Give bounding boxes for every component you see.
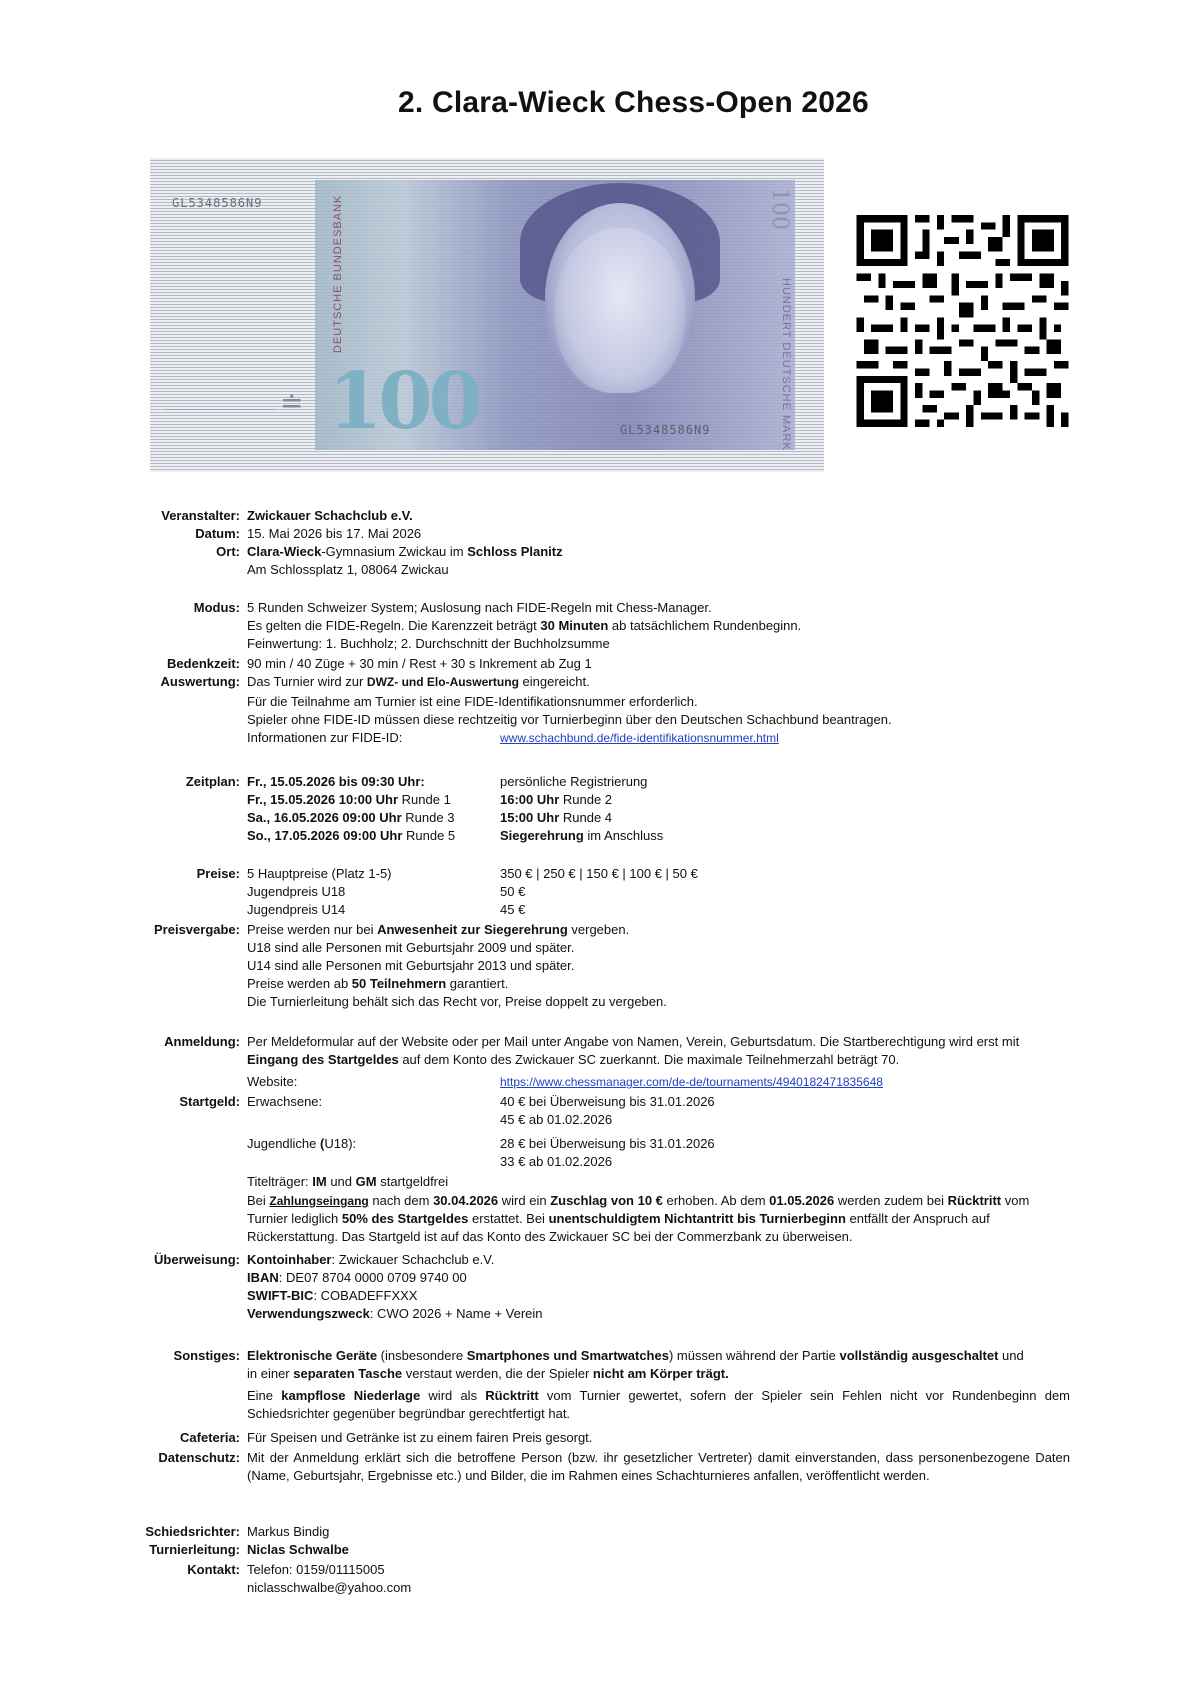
bic-value: : COBADEFFXXX bbox=[313, 1288, 418, 1303]
zeitplan-row-2-a-bold: Sa., 16.05.2026 09:00 Uhr bbox=[247, 810, 402, 825]
sonstiges-p2 bbox=[247, 1387, 1070, 1423]
zeitplan-row-3-b-bold: Siegerehrung bbox=[500, 828, 584, 843]
modus-line2-c: ab tatsächlichem Rundenbeginn. bbox=[608, 618, 802, 633]
zeitplan-row-1-a-bold: Fr., 15.05.2026 10:00 Uhr bbox=[247, 792, 399, 807]
portrait-face-highlight bbox=[555, 228, 685, 393]
s1-i: nicht am Körper trägt. bbox=[592, 1366, 729, 1381]
kontakt-phone: Telefon: 0159/01115005 bbox=[247, 1562, 385, 1577]
zeitplan-row-2-b-bold: 15:00 Uhr bbox=[500, 810, 560, 825]
preisvergabe-line1 bbox=[247, 922, 629, 937]
iban-value: : DE07 8704 0000 0709 9740 00 bbox=[278, 1270, 467, 1285]
banknote-value-small: 100 bbox=[767, 188, 792, 230]
s2-c: wird als bbox=[420, 1388, 486, 1403]
sg-date-1: 30.04.2026 bbox=[433, 1193, 499, 1208]
anmeldung-eingang: Eingang des Startgeldes bbox=[247, 1052, 399, 1067]
auswertung-line1-a: Das Turnier wird zur bbox=[247, 674, 367, 689]
preis-row-1-value: 50 € bbox=[500, 884, 526, 899]
label-schiedsrichter: Schiedsrichter: bbox=[145, 1524, 240, 1539]
label-bedenkzeit: Bedenkzeit: bbox=[167, 656, 240, 671]
label-cafeteria: Cafeteria: bbox=[180, 1430, 240, 1445]
titel-a: Titelträger: bbox=[247, 1174, 313, 1189]
modus-line2-a: Es gelten die FIDE-Regeln. Die Karenzzeit beträgt bbox=[247, 618, 541, 633]
startgeld-jugend-1: 28 € bei Überweisung bis 31.01.2026 bbox=[500, 1136, 715, 1151]
bic-label: SWIFT-BIC bbox=[247, 1288, 314, 1303]
s2-b: kampflose Niederlage bbox=[281, 1388, 421, 1403]
sg-m: erstattet. Bei bbox=[468, 1211, 549, 1226]
zeitplan-row-3-b-rest: im Anschluss bbox=[583, 828, 664, 843]
ort-castle: Schloss Planitz bbox=[467, 544, 563, 559]
modus-line3: Feinwertung: 1. Buchholz; 2. Durchschnitt der Buchholzsumme bbox=[247, 636, 610, 651]
s1-f: und in einer bbox=[247, 1348, 1024, 1381]
kontoinhaber-label: Kontoinhaber bbox=[247, 1252, 332, 1267]
zeitplan-row-3-a-bold: So., 17.05.2026 09:00 Uhr bbox=[247, 828, 403, 843]
preisvergabe-line1-c: vergeben. bbox=[567, 922, 630, 937]
preisvergabe-line1-a: Preise werden nur bei bbox=[247, 922, 378, 937]
kontakt-email[interactable]: niclasschwalbe@yahoo.com bbox=[247, 1580, 412, 1595]
sg-a: Bei bbox=[247, 1193, 270, 1208]
startgeld-titeltraeger bbox=[247, 1174, 448, 1189]
website-link[interactable]: https://www.chessmanager.com/de-de/tournaments/4940182471835648 bbox=[500, 1075, 883, 1089]
s1-a: Elektronische Geräte bbox=[247, 1348, 378, 1363]
website-label: Website: bbox=[247, 1074, 298, 1089]
zeitplan-row-1-b-bold: 16:00 Uhr bbox=[500, 792, 560, 807]
label-preisvergabe: Preisvergabe: bbox=[154, 922, 240, 937]
label-startgeld: Startgeld: bbox=[179, 1094, 240, 1109]
startgeld-erwachsene-label: Erwachsene: bbox=[247, 1094, 323, 1109]
modus-line1: 5 Runden Schweizer System; Auslosung nach FIDE-Regeln mit Chess-Manager. bbox=[247, 600, 712, 615]
zeitplan-row-0-a bbox=[247, 774, 425, 789]
preisvergabe-line3: U14 sind alle Personen mit Geburtsjahr 2013 und später. bbox=[247, 958, 575, 973]
sg-k: vom Turnier lediglich bbox=[247, 1193, 1030, 1226]
s2-a: Eine bbox=[247, 1388, 282, 1403]
banknote-equals-mark: ≐ bbox=[280, 387, 304, 418]
label-zeitplan: Zeitplan: bbox=[185, 774, 240, 789]
startgeld-bedingungen bbox=[247, 1192, 1070, 1246]
vz-value: : CWO 2026 + Name + Verein bbox=[369, 1306, 543, 1321]
cafeteria-value: Für Speisen und Getränke ist zu einem fairen Preis gesorgt. bbox=[247, 1430, 593, 1445]
titel-e: startgeldfrei bbox=[376, 1174, 449, 1189]
sg-o: entfällt der Anspruch auf Rückerstattung. Das Startgeld ist auf das Konto des Zwickauer SC bei der Commerzbank zu überweisen. bbox=[247, 1211, 990, 1244]
zeitplan-row-2-b bbox=[500, 810, 612, 825]
datum-value: 15. Mai 2026 bis 17. Mai 2026 bbox=[247, 526, 422, 541]
anmeldung-text-c: auf dem Konto des Zwickauer SC zuerkannt. Die maximale Teilnehmerzahl beträgt 70. bbox=[398, 1052, 900, 1067]
s1-e: vollständig ausgeschaltet bbox=[839, 1348, 999, 1363]
turnierleitung-value: Niclas Schwalbe bbox=[247, 1542, 349, 1557]
label-veranstalter: Veranstalter: bbox=[161, 508, 240, 523]
preisvergabe-line5: Die Turnierleitung behält sich das Recht vor, Preise doppelt zu vergeben. bbox=[247, 994, 667, 1009]
zeitplan-row-1-b bbox=[500, 792, 612, 807]
zeitplan-row-2-a bbox=[247, 810, 454, 825]
auswertung-line3: Spieler ohne FIDE-ID müssen diese rechtzeitig vor Turnierbeginn über den Deutschen Schachbund beantragen. bbox=[247, 712, 892, 727]
zeitplan-row-0-a-bold: Fr., 15.05.2026 bis 09:30 Uhr: bbox=[247, 774, 425, 789]
startgeld-erwachsene-2: 45 € ab 01.02.2026 bbox=[500, 1112, 613, 1127]
preisvergabe-anwesenheit: Anwesenheit zur Siegerehrung bbox=[377, 922, 568, 937]
kontoinhaber-value: : Zwickauer Schachclub e.V. bbox=[331, 1252, 495, 1267]
ort-line1 bbox=[247, 544, 563, 559]
banknote-image bbox=[150, 158, 824, 472]
startgeld-erwachsene-1: 40 € bei Überweisung bis 31.01.2026 bbox=[500, 1094, 715, 1109]
s1-g: separaten Tasche bbox=[293, 1366, 403, 1381]
label-turnierleitung: Turnierleitung: bbox=[149, 1542, 240, 1557]
zeitplan-row-2-b-rest: Runde 4 bbox=[559, 810, 613, 825]
modus-karenz: 30 Minuten bbox=[540, 618, 609, 633]
s2-e: vom Turnier gewertet, sofern der Spieler sein Fehlen nicht vor Rundenbeginn dem Schiedsrichter gegenüber begründbar gerechtfertigt hat. bbox=[247, 1388, 1071, 1421]
label-ueberweisung: Überweisung: bbox=[154, 1252, 240, 1267]
startgeld-jugend-label-c: U18): bbox=[324, 1136, 357, 1151]
zeitplan-row-0-b-rest: persönliche Registrierung bbox=[500, 774, 648, 789]
modus-line2 bbox=[247, 618, 801, 633]
fide-info-link[interactable]: www.schachbund.de/fide-identifikationsnummer.html bbox=[500, 731, 779, 745]
s1-b: (insbesondere bbox=[377, 1348, 467, 1363]
preisvergabe-line2: U18 sind alle Personen mit Geburtsjahr 2009 und später. bbox=[247, 940, 575, 955]
auswertung-line1 bbox=[247, 674, 590, 689]
sg-g: erhoben. Ab dem bbox=[662, 1193, 770, 1208]
sg-zuschlag: Zuschlag von 10 € bbox=[550, 1193, 663, 1208]
preis-row-2-value: 45 € bbox=[500, 902, 526, 917]
vz-label: Verwendungszweck bbox=[247, 1306, 370, 1321]
sonstiges-p1 bbox=[247, 1347, 1037, 1383]
sg-e: wird ein bbox=[498, 1193, 551, 1208]
startgeld-jugend-label-a: Jugendliche bbox=[247, 1136, 320, 1151]
fide-info-label: Informationen zur FIDE-ID: bbox=[247, 730, 403, 745]
sg-prozent: 50% des Startgeldes bbox=[341, 1211, 469, 1226]
datenschutz-value: Mit der Anmeldung erklärt sich die betroffene Person (bzw. ihr gesetzlicher Vertreter) damit einverstanden, dass personenbezogene Daten (Name, Geburtsjahr, Ergebnisse etc.) und Bilder, die im Rahmen eines Schachturnieres anfallen, veröffentlicht werden. bbox=[247, 1450, 1070, 1483]
label-ort: Ort: bbox=[216, 544, 240, 559]
iban-label: IBAN bbox=[247, 1270, 279, 1285]
zeitplan-row-3-b bbox=[500, 828, 663, 843]
label-datum: Datum: bbox=[195, 526, 240, 541]
s1-h: verstaut werden, die der Spieler bbox=[402, 1366, 593, 1381]
preis-row-0-value: 350 € | 250 € | 150 € | 100 € | 50 € bbox=[500, 866, 698, 881]
label-sonstiges: Sonstiges: bbox=[173, 1348, 240, 1363]
preisvergabe-line4-c: garantiert. bbox=[446, 976, 509, 991]
s1-c: Smartphones und Smartwatches bbox=[466, 1348, 669, 1363]
auswertung-dwz-elo: DWZ- und Elo-Auswertung bbox=[366, 675, 519, 689]
preisvergabe-line4 bbox=[247, 976, 508, 991]
auswertung-line1-c: eingereicht. bbox=[518, 674, 590, 689]
banknote-text-right: HUNDERT DEUTSCHE MARK bbox=[780, 278, 792, 451]
zeitplan-row-1-a bbox=[247, 792, 451, 807]
banknote-serial-bottom: GL5348586N9 bbox=[620, 423, 711, 437]
banknote-serial-top: GL5348586N9 bbox=[172, 196, 263, 210]
verwendungszweck bbox=[247, 1306, 543, 1321]
ort-school-rest: -Gymnasium Zwickau im bbox=[321, 544, 468, 559]
banknote-value: 100 bbox=[328, 356, 479, 447]
s1-d: ) müssen während der Partie bbox=[668, 1348, 840, 1363]
zeitplan-row-3-a-rest: Runde 5 bbox=[402, 828, 456, 843]
anmeldung-text-a: Per Meldeformular auf der Website oder per Mail unter Angabe von Namen, Verein, Geburtsdatum. Die Startberechtigung wird erst mit bbox=[247, 1034, 1020, 1049]
startgeld-jugend-2: 33 € ab 01.02.2026 bbox=[500, 1154, 613, 1169]
titel-gm: GM bbox=[355, 1174, 377, 1189]
sg-c: nach dem bbox=[368, 1193, 434, 1208]
page-title: 2. Clara-Wieck Chess-Open 2026 bbox=[398, 86, 869, 119]
label-kontakt: Kontakt: bbox=[187, 1562, 240, 1577]
titel-c: und bbox=[326, 1174, 356, 1189]
label-preise: Preise: bbox=[196, 866, 240, 881]
label-modus: Modus: bbox=[193, 600, 240, 615]
bedenkzeit-value: 90 min / 40 Züge + 30 min / Rest + 30 s Inkrement ab Zug 1 bbox=[247, 656, 592, 671]
iban bbox=[247, 1270, 467, 1285]
titel-im: IM bbox=[312, 1174, 327, 1189]
zeitplan-row-2-a-rest: Runde 3 bbox=[401, 810, 455, 825]
sg-date-2: 01.05.2026 bbox=[769, 1193, 835, 1208]
startgeld-jugend-label bbox=[247, 1136, 356, 1151]
sg-zahlungseingang: Zahlungseingang bbox=[269, 1194, 369, 1208]
preis-row-1-name: Jugendpreis U18 bbox=[247, 884, 346, 899]
ort-school-name: Clara-Wieck bbox=[247, 544, 322, 559]
veranstalter-value: Zwickauer Schachclub e.V. bbox=[247, 508, 413, 523]
ort-address: Am Schlossplatz 1, 08064 Zwickau bbox=[247, 562, 449, 577]
startgeld-jugend-label-b: ( bbox=[320, 1136, 325, 1151]
sg-nichtantritt: unentschuldigtem Nichtantritt bis Turnierbeginn bbox=[548, 1211, 846, 1226]
preis-row-0-name: 5 Hauptpreise (Platz 1-5) bbox=[247, 866, 392, 881]
kontoinhaber bbox=[247, 1252, 494, 1267]
auswertung-line2: Für die Teilnahme am Turnier ist eine FIDE-Identifikationsnummer erforderlich. bbox=[247, 694, 698, 709]
sg-i: werden zudem bei bbox=[834, 1193, 948, 1208]
preisvergabe-line4-a: Preise werden ab bbox=[247, 976, 352, 991]
swift-bic bbox=[247, 1288, 417, 1303]
banknote-text-left: DEUTSCHE BUNDESBANK bbox=[332, 194, 344, 353]
zeitplan-row-1-a-rest: Runde 1 bbox=[398, 792, 451, 807]
zeitplan-row-0-b bbox=[500, 774, 647, 789]
zeitplan-row-3-a bbox=[247, 828, 455, 843]
banknote-signature bbox=[165, 390, 275, 410]
label-datenschutz: Datenschutz: bbox=[158, 1450, 240, 1465]
label-auswertung: Auswertung: bbox=[160, 674, 240, 689]
label-anmeldung: Anmeldung: bbox=[164, 1034, 240, 1049]
qr-code-icon[interactable] bbox=[855, 215, 1070, 427]
anmeldung-text bbox=[247, 1033, 1070, 1069]
sg-ruecktritt: Rücktritt bbox=[947, 1193, 1002, 1208]
schiedsrichter-value: Markus Bindig bbox=[247, 1524, 330, 1539]
zeitplan-row-1-b-rest: Runde 2 bbox=[559, 792, 613, 807]
preisvergabe-teilnehmer: 50 Teilnehmern bbox=[351, 976, 447, 991]
preis-row-2-name: Jugendpreis U14 bbox=[247, 902, 346, 917]
s2-d: Rücktritt bbox=[485, 1388, 539, 1403]
